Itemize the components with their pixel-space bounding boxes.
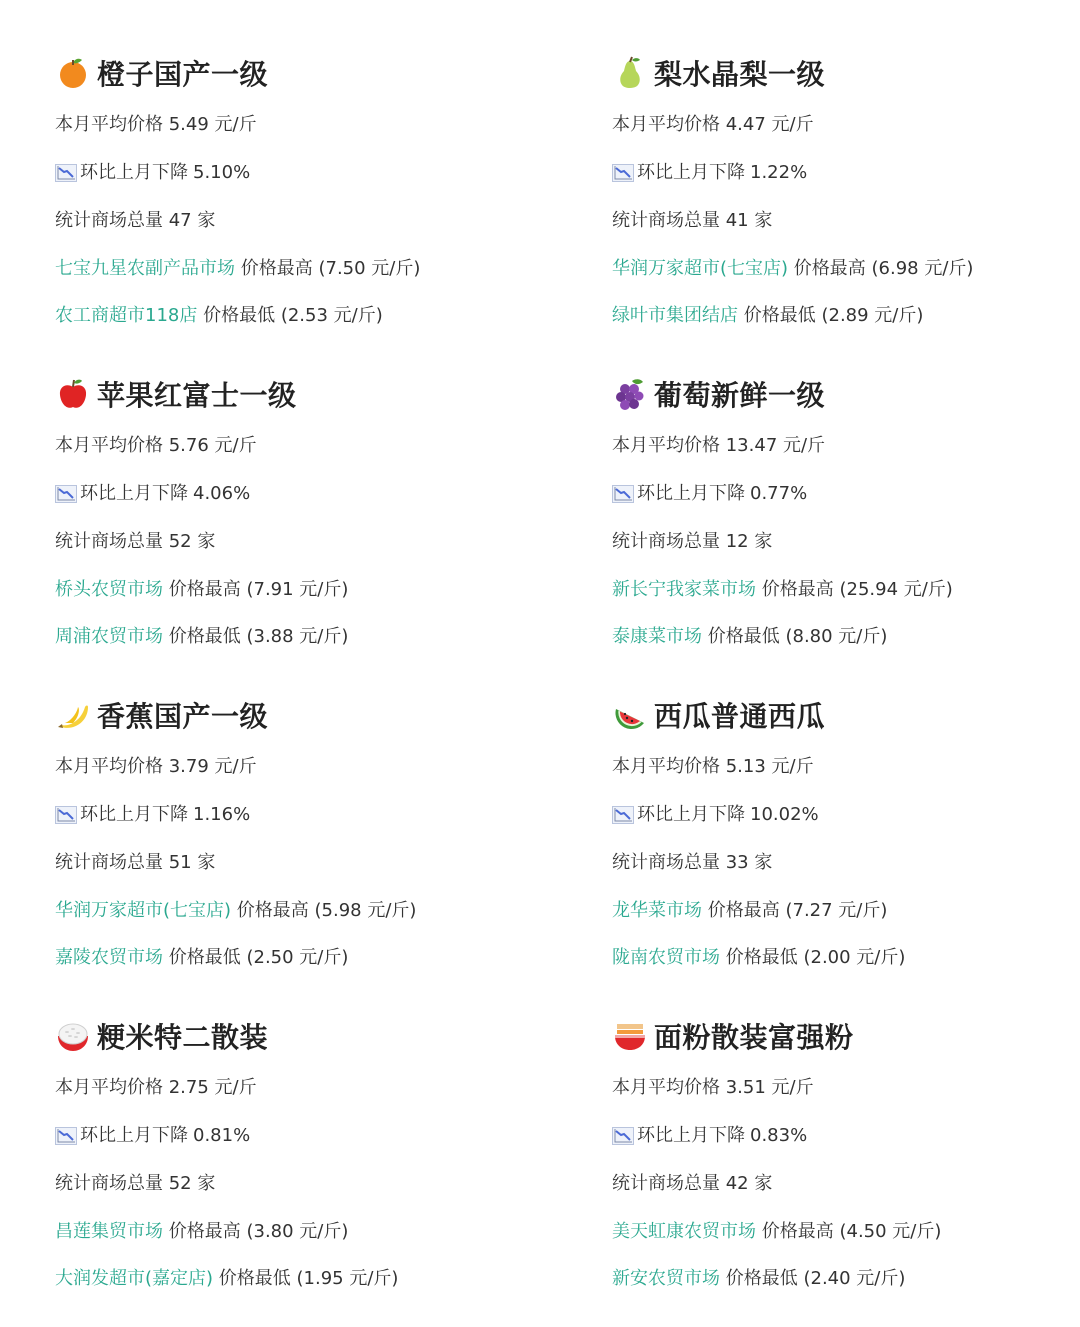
market-count-value: 42 [725, 1173, 749, 1194]
highest-price-market-link[interactable]: 美天虹康农贸市场 [612, 1221, 756, 1242]
avg-price-label: 本月平均价格 [55, 435, 163, 456]
product-title: 葡萄新鲜一级 [654, 379, 826, 412]
market-count-label: 统计商场总量 [612, 531, 720, 552]
highest-price-line [55, 1220, 348, 1244]
product-card [55, 690, 555, 980]
market-count-value: 52 [168, 531, 192, 552]
product-title-row [55, 690, 555, 740]
avg-price-label: 本月平均价格 [55, 114, 163, 135]
lowest-price-line [55, 946, 348, 970]
chart-decreasing-icon [612, 164, 634, 182]
chart-decreasing-icon [55, 485, 77, 503]
lowest-price-label: 价格最低 [203, 305, 276, 326]
highest-price-market-link[interactable]: 昌莲集贸市场 [55, 1221, 163, 1242]
highest-price-label: 价格最高 [707, 900, 780, 921]
highest-price-line [55, 578, 348, 602]
market-count-label: 统计商场总量 [612, 210, 720, 231]
highest-price-line [612, 899, 887, 923]
market-count-line [55, 1172, 215, 1196]
chart-decreasing-icon [55, 164, 77, 182]
market-count-label: 统计商场总量 [612, 852, 720, 873]
product-card [612, 48, 1080, 338]
lowest-price-market-link[interactable]: 农工商超市118店 [55, 305, 198, 326]
avg-price-label: 本月平均价格 [612, 114, 720, 135]
highest-price-value: (7.27 元/斤) [785, 900, 888, 921]
product-title-row [55, 1011, 555, 1061]
change-label: 环比上月下降 [80, 162, 188, 183]
avg-price-line [55, 755, 257, 779]
highest-price-value: (3.80 元/斤) [246, 1221, 349, 1242]
lowest-price-market-link[interactable]: 绿叶市集团结店 [612, 305, 738, 326]
product-card [612, 1011, 1080, 1301]
lowest-price-market-link[interactable]: 大润发超市(嘉定店) [55, 1268, 214, 1289]
lowest-price-line [55, 625, 348, 649]
change-line [612, 1124, 807, 1148]
pear-icon [612, 55, 648, 91]
lowest-price-label: 价格最低 [707, 626, 780, 647]
market-count-unit: 家 [197, 531, 216, 552]
highest-price-market-link[interactable]: 七宝九星农副产品市场 [55, 258, 235, 279]
chart-decreasing-icon [55, 806, 77, 824]
chart-decreasing-icon [612, 806, 634, 824]
product-title-row [612, 690, 1080, 740]
highest-price-label: 价格最高 [168, 1221, 241, 1242]
change-label: 环比上月下降 [80, 1125, 188, 1146]
product-title: 粳米特二散装 [97, 1021, 269, 1054]
chart-decreasing-icon [612, 485, 634, 503]
highest-price-market-link[interactable]: 龙华菜市场 [612, 900, 702, 921]
change-value: 0.77% [750, 483, 808, 504]
highest-price-value: (6.98 元/斤) [871, 258, 974, 279]
lowest-price-label: 价格最低 [218, 1268, 291, 1289]
highest-price-line [55, 257, 420, 281]
product-title: 苹果红富士一级 [97, 379, 297, 412]
highest-price-market-link[interactable]: 桥头农贸市场 [55, 579, 163, 600]
product-card [612, 369, 1080, 659]
lowest-price-market-link[interactable]: 陇南农贸市场 [612, 947, 720, 968]
market-count-unit: 家 [754, 531, 773, 552]
noodle-bowl-icon [612, 1018, 648, 1054]
change-value: 1.22% [750, 162, 808, 183]
lowest-price-label: 价格最低 [168, 626, 241, 647]
highest-price-line [612, 1220, 941, 1244]
lowest-price-label: 价格最低 [168, 947, 241, 968]
change-label: 环比上月下降 [637, 804, 745, 825]
lowest-price-value: (1.95 元/斤) [296, 1268, 399, 1289]
lowest-price-value: (2.50 元/斤) [246, 947, 349, 968]
market-count-unit: 家 [197, 852, 216, 873]
avg-price-label: 本月平均价格 [612, 756, 720, 777]
product-title: 梨水晶梨一级 [654, 58, 826, 91]
change-line [612, 482, 807, 506]
product-title: 橙子国产一级 [97, 58, 269, 91]
highest-price-market-link[interactable]: 新长宁我家菜市场 [612, 579, 756, 600]
lowest-price-line [55, 304, 383, 328]
avg-price-line [55, 1076, 257, 1100]
avg-price-value: 2.75 元/斤 [168, 1077, 257, 1098]
highest-price-value: (4.50 元/斤) [839, 1221, 942, 1242]
avg-price-label: 本月平均价格 [612, 1077, 720, 1098]
highest-price-label: 价格最高 [761, 1221, 834, 1242]
market-count-value: 52 [168, 1173, 192, 1194]
product-title-row [55, 369, 555, 419]
product-title-row [55, 48, 555, 98]
avg-price-label: 本月平均价格 [612, 435, 720, 456]
product-title: 面粉散装富强粉 [654, 1021, 854, 1054]
change-value: 5.10% [193, 162, 251, 183]
highest-price-label: 价格最高 [168, 579, 241, 600]
banana-icon [55, 697, 91, 733]
chart-decreasing-icon [612, 1127, 634, 1145]
lowest-price-value: (3.88 元/斤) [246, 626, 349, 647]
market-count-line [55, 851, 215, 875]
lowest-price-market-link[interactable]: 嘉陵农贸市场 [55, 947, 163, 968]
market-count-line [612, 851, 772, 875]
watermelon-icon [612, 697, 648, 733]
product-title-row [612, 48, 1080, 98]
highest-price-value: (7.91 元/斤) [246, 579, 349, 600]
market-count-value: 33 [725, 852, 749, 873]
highest-price-line [612, 578, 953, 602]
change-label: 环比上月下降 [637, 162, 745, 183]
lowest-price-value: (2.40 元/斤) [803, 1268, 906, 1289]
change-value: 4.06% [193, 483, 251, 504]
highest-price-line [612, 257, 973, 281]
avg-price-line [612, 434, 825, 458]
change-label: 环比上月下降 [637, 1125, 745, 1146]
change-label: 环比上月下降 [80, 804, 188, 825]
lowest-price-label: 价格最低 [725, 1268, 798, 1289]
lowest-price-line [55, 1267, 398, 1291]
lowest-price-value: (2.89 元/斤) [821, 305, 924, 326]
product-title: 西瓜普通西瓜 [654, 700, 826, 733]
market-count-unit: 家 [197, 210, 216, 231]
avg-price-value: 5.76 元/斤 [168, 435, 257, 456]
lowest-price-market-link[interactable]: 新安农贸市场 [612, 1268, 720, 1289]
change-line [612, 803, 819, 827]
market-count-unit: 家 [197, 1173, 216, 1194]
market-count-label: 统计商场总量 [55, 852, 163, 873]
highest-price-label: 价格最高 [240, 258, 313, 279]
market-count-label: 统计商场总量 [55, 210, 163, 231]
product-card [55, 1011, 555, 1301]
market-count-unit: 家 [754, 1173, 773, 1194]
avg-price-value: 13.47 元/斤 [725, 435, 826, 456]
market-count-value: 41 [725, 210, 749, 231]
grapes-icon [612, 376, 648, 412]
highest-price-market-link[interactable]: 华润万家超市(七宝店) [612, 258, 789, 279]
avg-price-value: 5.13 元/斤 [725, 756, 814, 777]
change-line [55, 1124, 250, 1148]
lowest-price-value: (2.53 元/斤) [280, 305, 383, 326]
highest-price-label: 价格最高 [793, 258, 866, 279]
change-value: 0.83% [750, 1125, 808, 1146]
highest-price-value: (5.98 元/斤) [314, 900, 417, 921]
apple-icon [55, 376, 91, 412]
product-title-row [612, 1011, 1080, 1061]
lowest-price-label: 价格最低 [743, 305, 816, 326]
avg-price-value: 3.79 元/斤 [168, 756, 257, 777]
highest-price-label: 价格最高 [761, 579, 834, 600]
change-line [55, 482, 250, 506]
avg-price-line [612, 755, 814, 779]
market-count-line [612, 209, 772, 233]
orange-icon [55, 55, 91, 91]
market-count-label: 统计商场总量 [55, 1173, 163, 1194]
market-count-label: 统计商场总量 [55, 531, 163, 552]
change-line [55, 161, 250, 185]
highest-price-market-link[interactable]: 华润万家超市(七宝店) [55, 900, 232, 921]
avg-price-value: 4.47 元/斤 [725, 114, 814, 135]
lowest-price-label: 价格最低 [725, 947, 798, 968]
lowest-price-market-link[interactable]: 泰康菜市场 [612, 626, 702, 647]
market-count-value: 51 [168, 852, 192, 873]
product-card [55, 369, 555, 659]
market-count-unit: 家 [754, 210, 773, 231]
highest-price-value: (25.94 元/斤) [839, 579, 953, 600]
avg-price-line [55, 434, 257, 458]
lowest-price-market-link[interactable]: 周浦农贸市场 [55, 626, 163, 647]
product-title: 香蕉国产一级 [97, 700, 269, 733]
avg-price-line [55, 113, 257, 137]
change-value: 0.81% [193, 1125, 251, 1146]
change-value: 1.16% [193, 804, 251, 825]
rice-icon [55, 1018, 91, 1054]
product-title-row [612, 369, 1080, 419]
avg-price-value: 3.51 元/斤 [725, 1077, 814, 1098]
market-count-value: 47 [168, 210, 192, 231]
market-count-line [55, 209, 215, 233]
avg-price-label: 本月平均价格 [55, 1077, 163, 1098]
lowest-price-line [612, 625, 887, 649]
change-label: 环比上月下降 [80, 483, 188, 504]
lowest-price-line [612, 304, 923, 328]
lowest-price-line [612, 946, 905, 970]
market-count-unit: 家 [754, 852, 773, 873]
lowest-price-line [612, 1267, 905, 1291]
change-value: 10.02% [750, 804, 819, 825]
market-count-line [55, 530, 215, 554]
chart-decreasing-icon [55, 1127, 77, 1145]
market-count-line [612, 1172, 772, 1196]
lowest-price-value: (2.00 元/斤) [803, 947, 906, 968]
avg-price-line [612, 1076, 814, 1100]
change-line [55, 803, 250, 827]
highest-price-line [55, 899, 416, 923]
product-card [55, 48, 555, 338]
highest-price-label: 价格最高 [236, 900, 309, 921]
avg-price-label: 本月平均价格 [55, 756, 163, 777]
highest-price-value: (7.50 元/斤) [318, 258, 421, 279]
change-line [612, 161, 807, 185]
market-count-label: 统计商场总量 [612, 1173, 720, 1194]
market-count-value: 12 [725, 531, 749, 552]
product-card [612, 690, 1080, 980]
market-count-line [612, 530, 772, 554]
lowest-price-value: (8.80 元/斤) [785, 626, 888, 647]
avg-price-line [612, 113, 814, 137]
avg-price-value: 5.49 元/斤 [168, 114, 257, 135]
change-label: 环比上月下降 [637, 483, 745, 504]
